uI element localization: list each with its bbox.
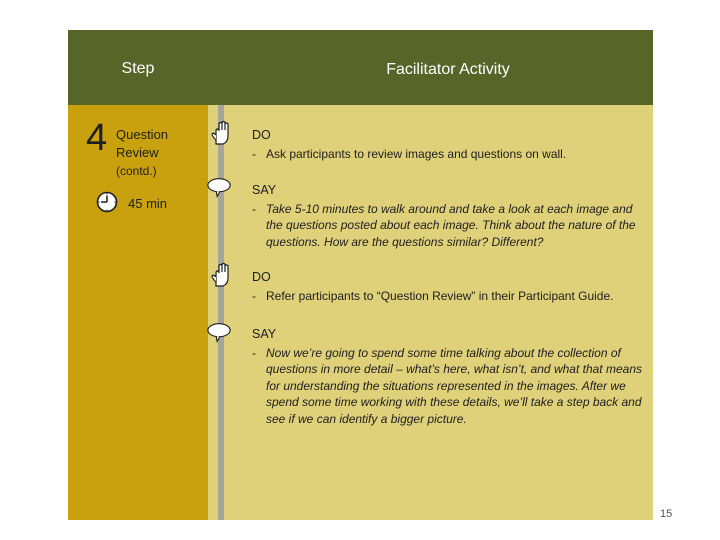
- table-header: [68, 30, 653, 105]
- page-number: 15: [660, 508, 673, 520]
- speech-bubble-icon: [206, 320, 232, 346]
- entry-label: SAY: [252, 327, 277, 341]
- step-continued-label: (contd.): [116, 164, 157, 178]
- speech-bubble-icon: [206, 175, 232, 201]
- activity-panel: [208, 105, 653, 520]
- entry-text: Refer participants to “Question Review” in their Participant Guide.: [266, 288, 614, 303]
- entry-bullet: [252, 201, 647, 251]
- raised-hand-icon: [208, 120, 234, 146]
- entry-bullet: [252, 345, 647, 428]
- entry-text: Ask participants to review images and questions on wall.: [266, 146, 567, 161]
- entry-text: Take 5-10 minutes to walk around and take a look at each image and the questions posted about each image. Think about the nature of the questions. How are the questions similar? Different?: [266, 201, 636, 249]
- activity-entry-do: [252, 127, 647, 162]
- step-column-header: Step: [121, 60, 155, 77]
- timeline-bar: [218, 105, 224, 520]
- step-title: Question Review: [116, 127, 169, 160]
- entry-label: DO: [252, 270, 271, 284]
- step-duration: 45 min: [128, 196, 168, 211]
- activity-entry-say: [252, 326, 647, 427]
- entry-label: SAY: [252, 183, 277, 197]
- clock-icon: [96, 191, 118, 213]
- bullet-dash: -: [252, 201, 256, 216]
- step-number: 4: [86, 117, 108, 159]
- facilitator-activity-header: Facilitator Activity: [386, 61, 510, 78]
- entry-bullet: [252, 288, 647, 305]
- bullet-dash: -: [252, 288, 256, 303]
- activity-entry-do: [252, 269, 647, 304]
- raised-hand-icon: [208, 262, 234, 288]
- activity-entry-say: [252, 182, 647, 250]
- bullet-dash: -: [252, 146, 256, 161]
- entry-text: Now we’re going to spend some time talking about the collection of questions in more detail – what’s here, what isn’t, and what that means for understanding the situations represented in the images. After we spend some time working with these details, we’ll take a step back and see if we can identify a bigger picture.: [266, 345, 642, 426]
- bullet-dash: -: [252, 345, 256, 360]
- entry-bullet: [252, 146, 647, 163]
- entry-label: DO: [252, 128, 271, 142]
